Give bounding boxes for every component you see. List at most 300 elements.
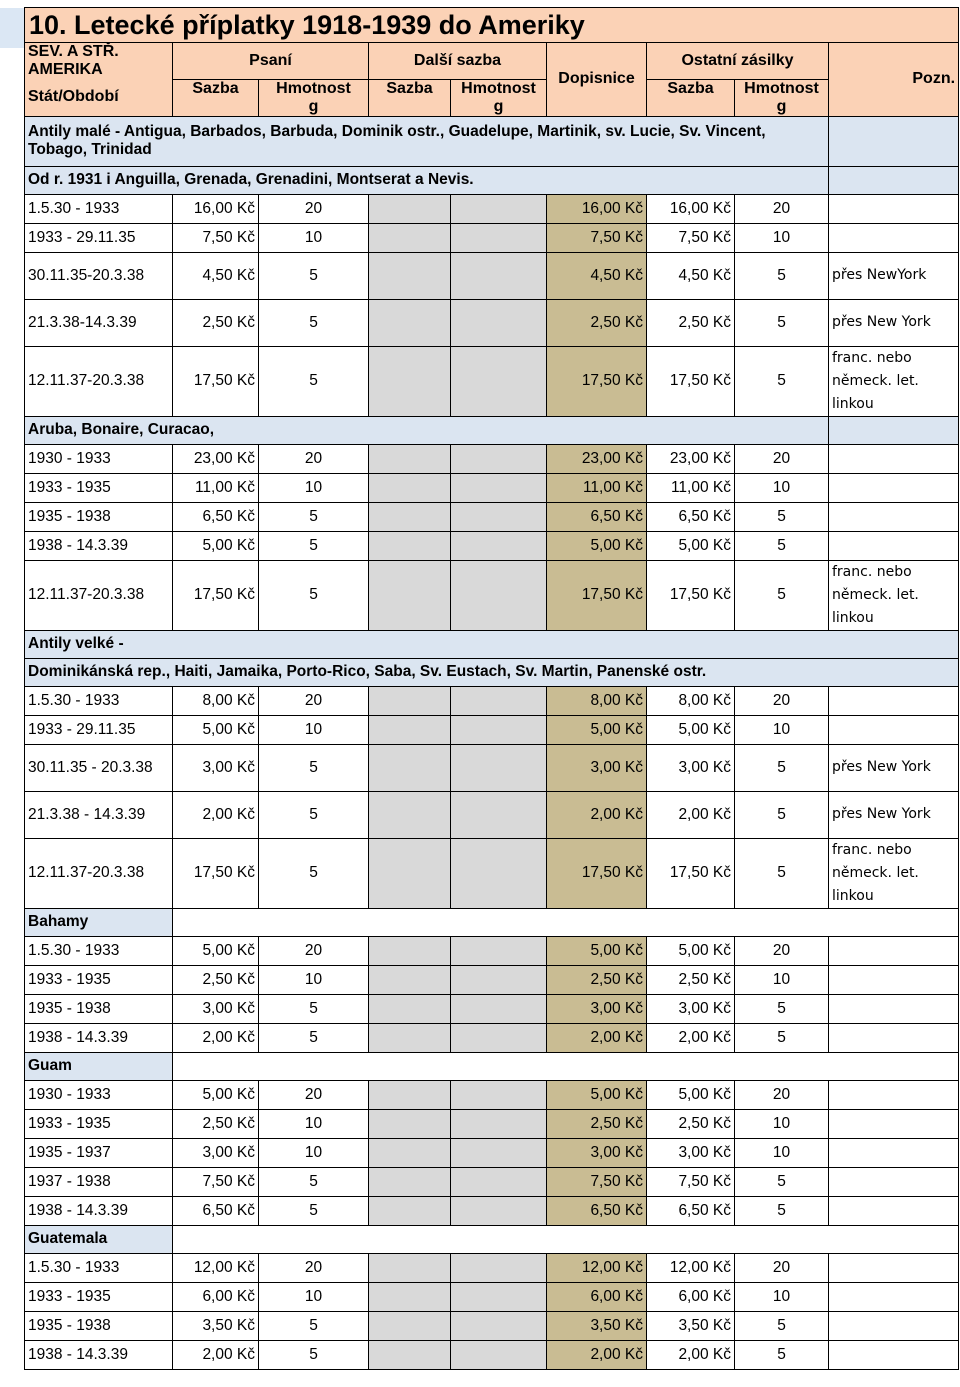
dalsi-sazba-cell xyxy=(369,560,451,630)
ostatni-sazba-cell: 5,00 Kč xyxy=(647,531,735,560)
dopisnice-cell: 17,50 Kč xyxy=(547,560,647,630)
ostatni-hmotnost-cell: 20 xyxy=(735,194,829,223)
ostatni-sazba-cell: 2,00 Kč xyxy=(647,1340,735,1369)
dalsi-hmotnost-cell xyxy=(451,194,547,223)
dopisnice-cell: 2,00 Kč xyxy=(547,791,647,838)
dopisnice-cell: 16,00 Kč xyxy=(547,194,647,223)
dalsi-sazba-cell xyxy=(369,346,451,416)
note-cell xyxy=(829,994,959,1023)
period-cell: 12.11.37-20.3.38 xyxy=(25,838,173,908)
table-row xyxy=(25,444,959,473)
ostatni-sazba-cell: 2,50 Kč xyxy=(647,299,735,346)
ostatni-sazba-cell: 17,50 Kč xyxy=(647,560,735,630)
header-ostatni-sazba: Sazba xyxy=(647,79,735,98)
dalsi-sazba-cell xyxy=(369,223,451,252)
dopisnice-cell: 7,50 Kč xyxy=(547,1167,647,1196)
psani-sazba-cell: 2,50 Kč xyxy=(173,1109,259,1138)
dalsi-sazba-cell xyxy=(369,252,451,299)
dalsi-sazba-cell xyxy=(369,1311,451,1340)
dalsi-sazba-cell xyxy=(369,994,451,1023)
psani-sazba-cell: 23,00 Kč xyxy=(173,444,259,473)
psani-sazba-cell: 2,00 Kč xyxy=(173,791,259,838)
header-dalsi-sazba-sazba: Sazba xyxy=(369,79,451,98)
header-psani-hmotnost: Hmotnost xyxy=(259,79,369,98)
ostatni-sazba-cell: 12,00 Kč xyxy=(647,1253,735,1282)
period-cell: 1933 - 1935 xyxy=(25,1282,173,1311)
dopisnice-cell: 3,50 Kč xyxy=(547,1311,647,1340)
header-psani-sazba: Sazba xyxy=(173,79,259,98)
period-cell: 1930 - 1933 xyxy=(25,1080,173,1109)
period-cell: 1935 - 1937 xyxy=(25,1138,173,1167)
psani-hmotnost-cell: 10 xyxy=(259,715,369,744)
psani-sazba-cell: 8,00 Kč xyxy=(173,686,259,715)
ostatni-sazba-cell: 3,00 Kč xyxy=(647,744,735,791)
header-dalsi-sazba-hmotnost: Hmotnost xyxy=(451,79,547,98)
table-row xyxy=(25,1311,959,1340)
dopisnice-cell: 6,00 Kč xyxy=(547,1282,647,1311)
dopisnice-cell: 8,00 Kč xyxy=(547,686,647,715)
dalsi-hmotnost-cell xyxy=(451,838,547,908)
dalsi-sazba-cell xyxy=(369,715,451,744)
psani-hmotnost-cell: 10 xyxy=(259,1138,369,1167)
dopisnice-cell: 2,50 Kč xyxy=(547,1109,647,1138)
dalsi-hmotnost-cell xyxy=(451,686,547,715)
period-cell: 1938 - 14.3.39 xyxy=(25,1023,173,1052)
psani-hmotnost-cell: 5 xyxy=(259,1167,369,1196)
psani-hmotnost-cell: 20 xyxy=(259,1253,369,1282)
dalsi-hmotnost-cell xyxy=(451,1023,547,1052)
psani-hmotnost-cell: 5 xyxy=(259,531,369,560)
note-cell: přes New York xyxy=(829,299,959,346)
dopisnice-cell: 5,00 Kč xyxy=(547,1080,647,1109)
dalsi-sazba-cell xyxy=(369,1023,451,1052)
note-cell xyxy=(829,1023,959,1052)
ostatni-sazba-cell: 2,50 Kč xyxy=(647,1109,735,1138)
psani-hmotnost-cell: 5 xyxy=(259,1196,369,1225)
period-cell: 1933 - 1935 xyxy=(25,965,173,994)
psani-sazba-cell: 2,00 Kč xyxy=(173,1340,259,1369)
psani-hmotnost-cell: 5 xyxy=(259,346,369,416)
note-cell xyxy=(829,936,959,965)
dalsi-sazba-cell xyxy=(369,531,451,560)
dalsi-hmotnost-cell xyxy=(451,346,547,416)
note-cell: franc. nebo německ. let. linkou xyxy=(829,560,959,630)
period-cell: 21.3.38-14.3.39 xyxy=(25,299,173,346)
table-row xyxy=(25,194,959,223)
dopisnice-cell: 3,00 Kč xyxy=(547,1138,647,1167)
period-cell: 1935 - 1938 xyxy=(25,994,173,1023)
dalsi-sazba-cell xyxy=(369,194,451,223)
table-row xyxy=(25,1340,959,1369)
dalsi-hmotnost-cell xyxy=(451,223,547,252)
period-cell: 1.5.30 - 1933 xyxy=(25,686,173,715)
table-row xyxy=(25,715,959,744)
psani-sazba-cell: 7,50 Kč xyxy=(173,1167,259,1196)
psani-sazba-cell: 7,50 Kč xyxy=(173,223,259,252)
note-cell: přes New York xyxy=(829,791,959,838)
header-dalsi-unit: g xyxy=(451,98,547,117)
ostatni-hmotnost-cell: 5 xyxy=(735,1340,829,1369)
dopisnice-cell: 4,50 Kč xyxy=(547,252,647,299)
psani-sazba-cell: 3,00 Kč xyxy=(173,994,259,1023)
note-cell xyxy=(829,531,959,560)
ostatni-sazba-cell: 6,50 Kč xyxy=(647,1196,735,1225)
period-cell: 1933 - 29.11.35 xyxy=(25,223,173,252)
ostatni-sazba-cell: 17,50 Kč xyxy=(647,838,735,908)
table-row xyxy=(25,744,959,791)
dalsi-hmotnost-cell xyxy=(451,560,547,630)
dalsi-hmotnost-cell xyxy=(451,1253,547,1282)
dalsi-sazba-cell xyxy=(369,444,451,473)
dopisnice-cell: 7,50 Kč xyxy=(547,223,647,252)
note-cell xyxy=(829,223,959,252)
dopisnice-cell: 2,00 Kč xyxy=(547,1023,647,1052)
psani-sazba-cell: 4,50 Kč xyxy=(173,252,259,299)
ostatni-hmotnost-cell: 5 xyxy=(735,744,829,791)
dalsi-sazba-cell xyxy=(369,1196,451,1225)
note-cell xyxy=(829,194,959,223)
note-cell: franc. nebo německ. let. linkou xyxy=(829,346,959,416)
psani-hmotnost-cell: 5 xyxy=(259,299,369,346)
note-cell xyxy=(829,965,959,994)
ostatni-sazba-cell: 6,50 Kč xyxy=(647,502,735,531)
note-cell xyxy=(829,473,959,502)
psani-hmotnost-cell: 5 xyxy=(259,502,369,531)
section-heading: Antily velké - xyxy=(25,630,959,658)
table-row xyxy=(25,1196,959,1225)
dalsi-hmotnost-cell xyxy=(451,252,547,299)
psani-sazba-cell: 17,50 Kč xyxy=(173,346,259,416)
table-row xyxy=(25,838,959,908)
dalsi-sazba-cell xyxy=(369,299,451,346)
ostatni-sazba-cell: 2,00 Kč xyxy=(647,1023,735,1052)
dalsi-hmotnost-cell xyxy=(451,965,547,994)
table-row xyxy=(25,252,959,299)
table-row xyxy=(25,1253,959,1282)
dalsi-sazba-cell xyxy=(369,1138,451,1167)
period-cell: 1933 - 29.11.35 xyxy=(25,715,173,744)
dopisnice-cell: 2,50 Kč xyxy=(547,299,647,346)
psani-hmotnost-cell: 10 xyxy=(259,473,369,502)
section-heading: Aruba, Bonaire, Curacao, xyxy=(25,416,829,444)
header-dopisnice: Dopisnice xyxy=(547,43,647,117)
header-psani: Psaní xyxy=(173,43,369,80)
table-row xyxy=(25,1080,959,1109)
ostatni-hmotnost-cell: 5 xyxy=(735,838,829,908)
psani-sazba-cell: 17,50 Kč xyxy=(173,560,259,630)
dalsi-hmotnost-cell xyxy=(451,1311,547,1340)
period-cell: 12.11.37-20.3.38 xyxy=(25,346,173,416)
dopisnice-cell: 17,50 Kč xyxy=(547,838,647,908)
dalsi-hmotnost-cell xyxy=(451,1196,547,1225)
psani-hmotnost-cell: 5 xyxy=(259,560,369,630)
section-heading: Guam xyxy=(25,1052,173,1080)
dalsi-hmotnost-cell xyxy=(451,1138,547,1167)
table-row xyxy=(25,994,959,1023)
ostatni-sazba-cell: 23,00 Kč xyxy=(647,444,735,473)
psani-sazba-cell: 12,00 Kč xyxy=(173,1253,259,1282)
dopisnice-cell: 3,00 Kč xyxy=(547,744,647,791)
dalsi-hmotnost-cell xyxy=(451,791,547,838)
dopisnice-cell: 5,00 Kč xyxy=(547,531,647,560)
ostatni-sazba-cell: 6,00 Kč xyxy=(647,1282,735,1311)
note-cell xyxy=(829,1109,959,1138)
header-region-line1: SEV. A STŘ. xyxy=(25,43,173,62)
period-cell: 12.11.37-20.3.38 xyxy=(25,560,173,630)
table-row xyxy=(25,791,959,838)
dalsi-hmotnost-cell xyxy=(451,715,547,744)
period-cell: 1.5.30 - 1933 xyxy=(25,936,173,965)
table-row xyxy=(25,1109,959,1138)
note-cell xyxy=(829,444,959,473)
ostatni-sazba-cell: 8,00 Kč xyxy=(647,686,735,715)
psani-sazba-cell: 16,00 Kč xyxy=(173,194,259,223)
note-cell: franc. nebo německ. let. linkou xyxy=(829,838,959,908)
psani-sazba-cell: 17,50 Kč xyxy=(173,838,259,908)
header-ostatni-unit: g xyxy=(735,98,829,117)
ostatni-hmotnost-cell: 20 xyxy=(735,1253,829,1282)
ostatni-hmotnost-cell: 20 xyxy=(735,1080,829,1109)
psani-sazba-cell: 6,00 Kč xyxy=(173,1282,259,1311)
dalsi-hmotnost-cell xyxy=(451,1080,547,1109)
psani-sazba-cell: 3,00 Kč xyxy=(173,744,259,791)
page-title: 10. Letecké příplatky 1918-1939 do Ameriky xyxy=(25,8,959,43)
ostatni-hmotnost-cell: 10 xyxy=(735,715,829,744)
psani-hmotnost-cell: 10 xyxy=(259,223,369,252)
psani-sazba-cell: 2,00 Kč xyxy=(173,1023,259,1052)
header-ostatni-zasilky: Ostatní zásilky xyxy=(647,43,829,80)
psani-hmotnost-cell: 20 xyxy=(259,936,369,965)
table-row xyxy=(25,299,959,346)
ostatni-hmotnost-cell: 5 xyxy=(735,560,829,630)
ostatni-hmotnost-cell: 10 xyxy=(735,473,829,502)
dalsi-sazba-cell xyxy=(369,1253,451,1282)
header-ostatni-hmotnost: Hmotnost xyxy=(735,79,829,98)
psani-sazba-cell: 5,00 Kč xyxy=(173,936,259,965)
psani-hmotnost-cell: 5 xyxy=(259,744,369,791)
rates-table xyxy=(24,7,959,1370)
dalsi-hmotnost-cell xyxy=(451,1109,547,1138)
dalsi-hmotnost-cell xyxy=(451,531,547,560)
ostatni-sazba-cell: 3,00 Kč xyxy=(647,994,735,1023)
psani-hmotnost-cell: 10 xyxy=(259,965,369,994)
ostatni-sazba-cell: 4,50 Kč xyxy=(647,252,735,299)
ostatni-hmotnost-cell: 10 xyxy=(735,223,829,252)
note-cell: přes New York xyxy=(829,744,959,791)
ostatni-sazba-cell: 7,50 Kč xyxy=(647,223,735,252)
ostatni-hmotnost-cell: 5 xyxy=(735,791,829,838)
section-heading: Guatemala xyxy=(25,1225,173,1253)
dopisnice-cell: 17,50 Kč xyxy=(547,346,647,416)
psani-sazba-cell: 6,50 Kč xyxy=(173,1196,259,1225)
table-row xyxy=(25,1167,959,1196)
dopisnice-cell: 6,50 Kč xyxy=(547,502,647,531)
note-cell xyxy=(829,502,959,531)
table-row xyxy=(25,686,959,715)
table-row xyxy=(25,531,959,560)
period-cell: 30.11.35-20.3.38 xyxy=(25,252,173,299)
dalsi-hmotnost-cell xyxy=(451,444,547,473)
period-cell: 1933 - 1935 xyxy=(25,473,173,502)
header-psani-unit: g xyxy=(259,98,369,117)
note-cell xyxy=(829,1253,959,1282)
section-subheading: Od r. 1931 i Anguilla, Grenada, Grenadini, Montserat a Nevis. xyxy=(25,166,829,194)
table-row xyxy=(25,223,959,252)
dalsi-sazba-cell xyxy=(369,1282,451,1311)
section-heading: Bahamy xyxy=(25,908,173,936)
dalsi-hmotnost-cell xyxy=(451,473,547,502)
ostatni-hmotnost-cell: 20 xyxy=(735,444,829,473)
dopisnice-cell: 5,00 Kč xyxy=(547,936,647,965)
dalsi-hmotnost-cell xyxy=(451,936,547,965)
note-cell xyxy=(829,1196,959,1225)
dalsi-hmotnost-cell xyxy=(451,299,547,346)
psani-sazba-cell: 3,00 Kč xyxy=(173,1138,259,1167)
note-cell xyxy=(829,1138,959,1167)
ostatni-hmotnost-cell: 20 xyxy=(735,686,829,715)
header-dalsi-sazba: Další sazba xyxy=(369,43,547,80)
ostatni-sazba-cell: 5,00 Kč xyxy=(647,715,735,744)
period-cell: 1.5.30 - 1933 xyxy=(25,1253,173,1282)
psani-hmotnost-cell: 20 xyxy=(259,1080,369,1109)
ostatni-hmotnost-cell: 5 xyxy=(735,1023,829,1052)
header-region-line3: Stát/Období xyxy=(25,79,173,116)
period-cell: 1938 - 14.3.39 xyxy=(25,1340,173,1369)
left-accent-block xyxy=(0,8,24,48)
psani-hmotnost-cell: 10 xyxy=(259,1109,369,1138)
dalsi-hmotnost-cell xyxy=(451,1167,547,1196)
ostatni-hmotnost-cell: 5 xyxy=(735,1196,829,1225)
period-cell: 21.3.38 - 14.3.39 xyxy=(25,791,173,838)
table-row xyxy=(25,965,959,994)
table-row xyxy=(25,936,959,965)
ostatni-hmotnost-cell: 10 xyxy=(735,1282,829,1311)
psani-sazba-cell: 2,50 Kč xyxy=(173,965,259,994)
ostatni-hmotnost-cell: 20 xyxy=(735,936,829,965)
ostatni-hmotnost-cell: 10 xyxy=(735,1109,829,1138)
dalsi-sazba-cell xyxy=(369,1109,451,1138)
table-row xyxy=(25,1023,959,1052)
dopisnice-cell: 5,00 Kč xyxy=(547,715,647,744)
period-cell: 1935 - 1938 xyxy=(25,1311,173,1340)
header-region-line2: AMERIKA xyxy=(25,61,173,79)
psani-hmotnost-cell: 5 xyxy=(259,1340,369,1369)
ostatni-sazba-cell: 3,00 Kč xyxy=(647,1138,735,1167)
dopisnice-cell: 12,00 Kč xyxy=(547,1253,647,1282)
period-cell: 1935 - 1938 xyxy=(25,502,173,531)
psani-sazba-cell: 2,50 Kč xyxy=(173,299,259,346)
dalsi-sazba-cell xyxy=(369,686,451,715)
psani-hmotnost-cell: 5 xyxy=(259,838,369,908)
table-row xyxy=(25,473,959,502)
dopisnice-cell: 23,00 Kč xyxy=(547,444,647,473)
psani-sazba-cell: 11,00 Kč xyxy=(173,473,259,502)
period-cell: 30.11.35 - 20.3.38 xyxy=(25,744,173,791)
ostatni-sazba-cell: 3,50 Kč xyxy=(647,1311,735,1340)
ostatni-hmotnost-cell: 5 xyxy=(735,1311,829,1340)
ostatni-hmotnost-cell: 5 xyxy=(735,502,829,531)
dalsi-sazba-cell xyxy=(369,1167,451,1196)
period-cell: 1.5.30 - 1933 xyxy=(25,194,173,223)
table-row xyxy=(25,560,959,630)
psani-sazba-cell: 6,50 Kč xyxy=(173,502,259,531)
dalsi-hmotnost-cell xyxy=(451,994,547,1023)
dalsi-sazba-cell xyxy=(369,1340,451,1369)
note-cell xyxy=(829,1311,959,1340)
header-pozn: Pozn. xyxy=(829,43,959,117)
ostatni-sazba-cell: 7,50 Kč xyxy=(647,1167,735,1196)
note-cell xyxy=(829,686,959,715)
ostatni-hmotnost-cell: 5 xyxy=(735,1167,829,1196)
note-cell: přes NewYork xyxy=(829,252,959,299)
ostatni-sazba-cell: 16,00 Kč xyxy=(647,194,735,223)
period-cell: 1933 - 1935 xyxy=(25,1109,173,1138)
note-cell xyxy=(829,1167,959,1196)
ostatni-hmotnost-cell: 5 xyxy=(735,346,829,416)
dalsi-sazba-cell xyxy=(369,838,451,908)
dalsi-hmotnost-cell xyxy=(451,1282,547,1311)
period-cell: 1938 - 14.3.39 xyxy=(25,531,173,560)
ostatni-hmotnost-cell: 5 xyxy=(735,994,829,1023)
dalsi-hmotnost-cell xyxy=(451,502,547,531)
table-row xyxy=(25,1282,959,1311)
psani-hmotnost-cell: 5 xyxy=(259,791,369,838)
section-heading: Antily malé - Antigua, Barbados, Barbuda, Dominik ostr., Guadelupe, Martinik, sv. Lucie, Sv. Vincent, Tobago, Trinidad xyxy=(25,116,829,166)
ostatni-hmotnost-cell: 10 xyxy=(735,1138,829,1167)
psani-sazba-cell: 3,50 Kč xyxy=(173,1311,259,1340)
ostatni-sazba-cell: 5,00 Kč xyxy=(647,936,735,965)
note-cell xyxy=(829,1282,959,1311)
dalsi-sazba-cell xyxy=(369,744,451,791)
dopisnice-cell: 2,50 Kč xyxy=(547,965,647,994)
ostatni-sazba-cell: 2,00 Kč xyxy=(647,791,735,838)
dopisnice-cell: 11,00 Kč xyxy=(547,473,647,502)
dalsi-sazba-cell xyxy=(369,965,451,994)
dalsi-hmotnost-cell xyxy=(451,1340,547,1369)
note-cell xyxy=(829,1080,959,1109)
psani-sazba-cell: 5,00 Kč xyxy=(173,531,259,560)
psani-hmotnost-cell: 5 xyxy=(259,994,369,1023)
dalsi-hmotnost-cell xyxy=(451,744,547,791)
period-cell: 1930 - 1933 xyxy=(25,444,173,473)
note-cell xyxy=(829,715,959,744)
ostatni-sazba-cell: 5,00 Kč xyxy=(647,1080,735,1109)
psani-hmotnost-cell: 5 xyxy=(259,1311,369,1340)
ostatni-sazba-cell: 11,00 Kč xyxy=(647,473,735,502)
psani-hmotnost-cell: 20 xyxy=(259,444,369,473)
psani-hmotnost-cell: 20 xyxy=(259,194,369,223)
dalsi-sazba-cell xyxy=(369,936,451,965)
section-subheading: Dominikánská rep., Haiti, Jamaika, Porto-Rico, Saba, Sv. Eustach, Sv. Martin, Panenské ostr. xyxy=(25,658,959,686)
dopisnice-cell: 6,50 Kč xyxy=(547,1196,647,1225)
dalsi-sazba-cell xyxy=(369,791,451,838)
dopisnice-cell: 2,00 Kč xyxy=(547,1340,647,1369)
ostatni-hmotnost-cell: 5 xyxy=(735,252,829,299)
psani-hmotnost-cell: 5 xyxy=(259,252,369,299)
ostatni-hmotnost-cell: 10 xyxy=(735,965,829,994)
dalsi-sazba-cell xyxy=(369,473,451,502)
ostatni-sazba-cell: 17,50 Kč xyxy=(647,346,735,416)
psani-hmotnost-cell: 5 xyxy=(259,1023,369,1052)
psani-hmotnost-cell: 20 xyxy=(259,686,369,715)
ostatni-hmotnost-cell: 5 xyxy=(735,299,829,346)
period-cell: 1937 - 1938 xyxy=(25,1167,173,1196)
table-row xyxy=(25,346,959,416)
psani-sazba-cell: 5,00 Kč xyxy=(173,1080,259,1109)
period-cell: 1938 - 14.3.39 xyxy=(25,1196,173,1225)
table-row xyxy=(25,1138,959,1167)
table-row xyxy=(25,502,959,531)
